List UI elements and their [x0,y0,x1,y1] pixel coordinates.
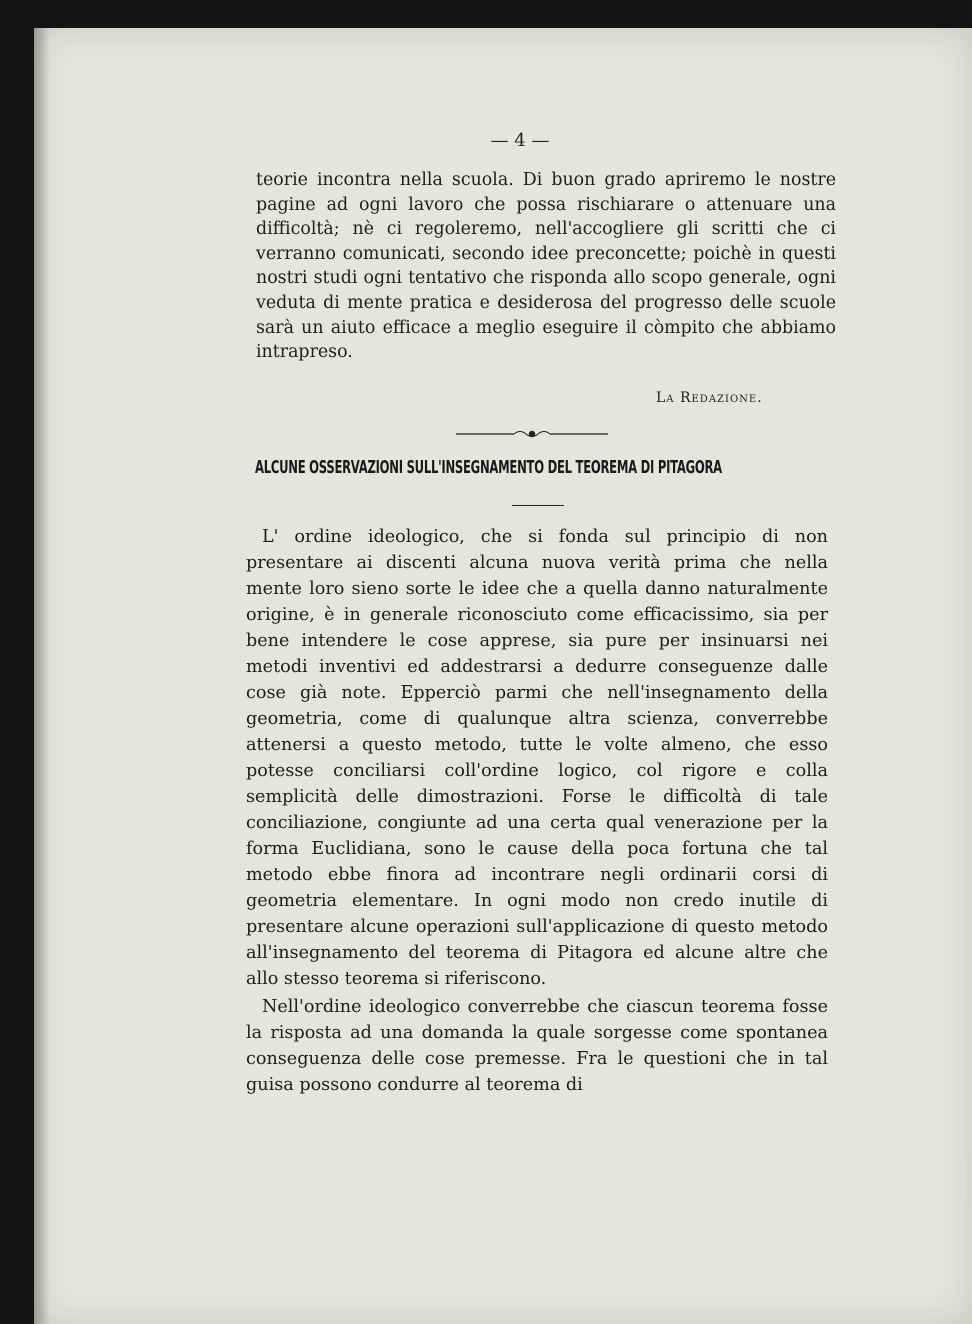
intro-paragraph-text: teorie incontra nella scuola. Di buon grado apriremo le nostre pagine ad ogni lavoro che possa rischiarare o attenuare una difficoltà; nè ci regoleremo, nell'accogliere gli scritti che ci verranno comunicati, secondo idee preconcette; poichè in questi nostri studi ogni tentativo che risponda allo scopo generale, ogni veduta di mente pratica e desiderosa del progresso delle scuole sarà un aiuto efficace a meglio eseguire il còmpito che abbiamo intrapreso. [256,170,836,363]
page-number: — 4 — [490,130,550,151]
title-rule [512,505,564,506]
page-edge-tab [966,1156,972,1206]
signature: La Redazione. [656,390,763,406]
body-paragraph: L' ordine ideologico, che si fonda sul principio di non presentare ai discenti alcuna nuova verità prima che nella mente loro sieno sorte le idee che a quella danno naturalmente origine, è in generale riconosciuto come efficacissimo, sia per bene intendere le cose apprese, sia pure per insinuarsi nei metodi inventivi ed addestrarsi a dedurre conseguenze dalle cose già note. Epperciò parmi che nell'insegnamento della geometria, come di qualunque altra scienza, converrebbe attenersi a questo metodo, tutte le volte almeno, che esso potesse conciliarsi coll'ordine logico, col rigore e colla semplicità delle dimostrazioni. Forse le difficoltà di tale conciliazione, congiunte ad una certa qual venerazione per la forma Euclidiana, sono le cause della poca fortuna che tal metodo ebbe finora ad incontrare negli ordinarii corsi di geometria elementare. In ogni modo non credo inutile di presentare alcune operazioni sull'applicazione di questo metodo all'insegnamento del teorema di Pitagora ed alcune altre che allo stesso teorema si riferiscono. [246,527,828,989]
body-paragraph: Nell'ordine ideologico converrebbe che ciascun teorema fosse la risposta ad una domanda la quale sorgesse come spontanea conseguenza delle cose premesse. Fra le questioni che in tal guisa possono condurre al teorema di [246,997,828,1095]
ornament-divider-icon [456,428,608,440]
intro-paragraph [256,168,836,365]
article-body [246,524,828,1098]
article-title: ALCUNE OSSERVAZIONI SULL'INSEGNAMENTO DEL TEOREMA DI PITAGORA [255,458,722,478]
